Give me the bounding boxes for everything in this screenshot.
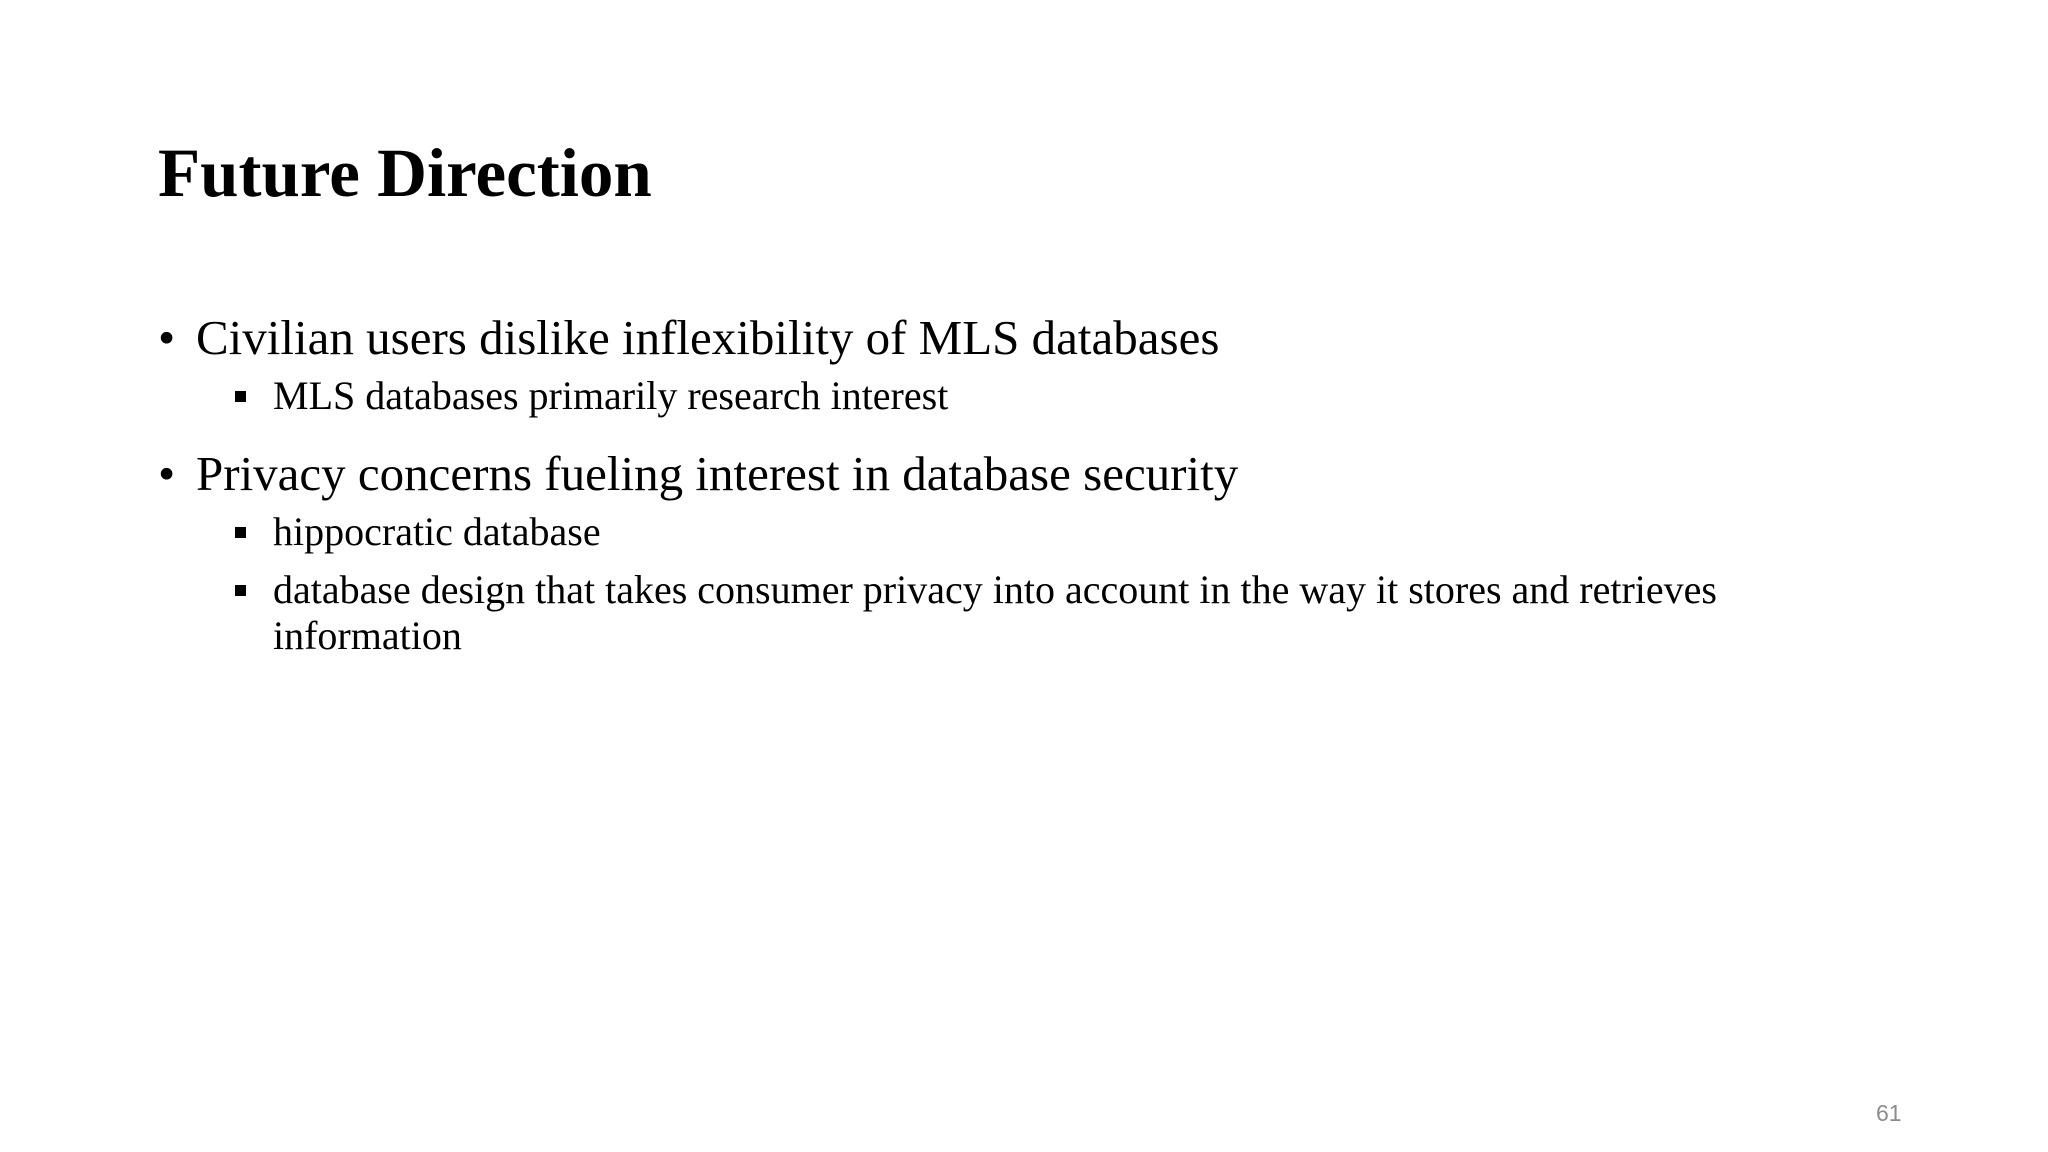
bullet-dot-icon: • <box>158 446 176 501</box>
sub-bullet-text: database design that takes consumer privacy into account in the way it stores and retrieves information <box>273 567 1717 658</box>
square-bullet-icon <box>235 391 246 402</box>
sub-bullet-item <box>273 373 1858 419</box>
square-bullet-icon <box>235 527 246 538</box>
bullet-item <box>158 444 1858 504</box>
bullet-text: Civilian users dislike inflexibility of MLS databases <box>196 310 1220 365</box>
square-bullet-icon <box>235 585 246 596</box>
sub-bullet-item <box>273 567 1858 659</box>
sub-bullet-text: MLS databases primarily research interest <box>273 373 949 418</box>
page-number: 61 <box>1876 1100 1902 1126</box>
bullet-list <box>158 308 1858 659</box>
bullet-text: Privacy concerns fueling interest in database security <box>196 446 1239 501</box>
sub-bullet-text: hippocratic database <box>273 509 601 554</box>
bullet-item <box>158 308 1858 368</box>
bullet-dot-icon: • <box>158 310 176 365</box>
slide-title: Future Direction <box>158 135 652 211</box>
sub-bullet-item <box>273 509 1858 555</box>
